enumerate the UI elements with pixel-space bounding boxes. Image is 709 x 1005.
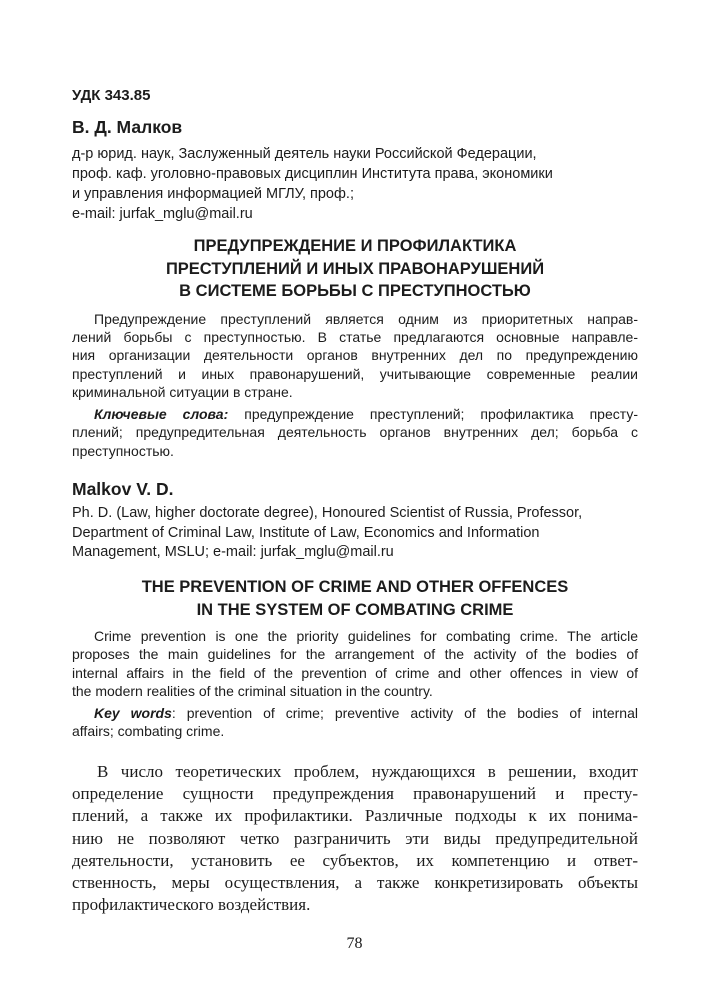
author-name-en: Malkov V. D. [72, 479, 174, 500]
affiliation-en-line: Department of Criminal Law, Institute of Law, Economics and Information [72, 524, 540, 541]
affiliation-ru-line: проф. каф. уголовно-правовых дисциплин Института права, экономики [72, 166, 553, 182]
body-line: деятельности, установить ее субъектов, их компетенцию и ответ- [72, 850, 638, 870]
abstract-ru [72, 310, 638, 402]
keywords-en-label: Key words [94, 704, 172, 721]
abstract-ru-line: преступлений и иных правонарушений, учитывающие современные реалии [72, 365, 638, 382]
title-en-line: IN THE SYSTEM OF COMBATING CRIME [196, 600, 514, 619]
body-line: профилактического воздействия. [72, 895, 311, 915]
abstract-en-line: proposes the main guidelines for the arrangement of the activity of the bodies of [72, 646, 638, 663]
article-title-en [72, 576, 638, 622]
article-content [72, 0, 638, 917]
affiliation-ru-email: e-mail: jurfak_mglu@mail.ru [72, 206, 253, 222]
author-affiliation-en [72, 504, 638, 563]
affiliation-ru-line: и управления информацией МГЛУ, проф.; [72, 186, 354, 202]
keywords-ru-first-line [72, 405, 638, 423]
abstract-ru-line: ния организации деятельности органов внутренних дел по предупреждению [72, 347, 638, 364]
keywords-ru [72, 405, 638, 460]
body-line: В число теоретических проблем, нуждающихся в решении, входит [97, 761, 638, 781]
abstract-en-line: the modern realities of the criminal situation in the country. [72, 682, 433, 699]
udk-code: УДК 343.85 [72, 87, 151, 104]
abstract-en [72, 627, 638, 701]
abstract-ru-line: Предупреждение преступлений является одним из приоритетных направ- [94, 310, 638, 327]
abstract-en-line: Crime prevention is one the priority guidelines for combating crime. The article [94, 627, 638, 644]
keywords-ru-line: преступностью. [72, 442, 174, 459]
affiliation-en-line: Ph. D. (Law, higher doctorate degree), Honoured Scientist of Russia, Professor, [72, 505, 583, 522]
page-number: 78 [346, 935, 363, 952]
keywords-ru-label: Ключевые слова: [94, 406, 229, 423]
body-line: определение сущности предупреждения правонарушений и престу- [72, 783, 638, 803]
body-line: ственность, меры осуществления, а также конкретизировать объекты [72, 873, 638, 893]
affiliation-en-line: Management, MSLU; e-mail: jurfak_mglu@mail.ru [72, 544, 394, 561]
abstract-ru-line: криминальной ситуации в стране. [72, 384, 293, 401]
article-body [72, 761, 638, 917]
body-paragraph [72, 761, 638, 917]
title-ru-line: ПРЕДУПРЕЖДЕНИЕ И ПРОФИЛАКТИКА [193, 237, 517, 255]
article-title-ru [72, 235, 638, 303]
keywords-en-text: : prevention of crime; preventive activity of the bodies of internal [171, 704, 638, 721]
body-line: плений, а также их профилактики. Различные подходы к их понима- [72, 806, 638, 826]
keywords-en-first-line [72, 704, 638, 722]
body-line: нию не позволяют четко разграничить эти виды предупредительной [72, 828, 638, 848]
title-en-line: THE PREVENTION OF CRIME AND OTHER OFFENCES [141, 577, 569, 596]
title-ru-line: В СИСТЕМЕ БОРЬБЫ С ПРЕСТУПНОСТЬЮ [179, 282, 531, 300]
keywords-en [72, 704, 638, 741]
author-affiliation-ru [72, 144, 638, 224]
keywords-ru-line: плений; предупредительная деятельность органов внутренних дел; борьба с [72, 424, 638, 441]
affiliation-ru-line: д-р юрид. наук, Заслуженный деятель науки Российской Федерации, [72, 146, 537, 162]
keywords-ru-text: предупреждение преступлений; профилактика престу- [244, 406, 638, 423]
abstract-ru-line: лений борьбы с преступностью. В статье предлагаются основные направле- [72, 328, 638, 345]
abstract-en-line: internal affairs in the field of the prevention of crime and other offences in view of [72, 664, 638, 681]
author-name-ru: В. Д. Малков [72, 117, 183, 137]
title-ru-line: ПРЕСТУПЛЕНИЙ И ИНЫХ ПРАВОНАРУШЕНИЙ [165, 259, 545, 278]
keywords-en-line: affairs; combating crime. [72, 723, 225, 740]
